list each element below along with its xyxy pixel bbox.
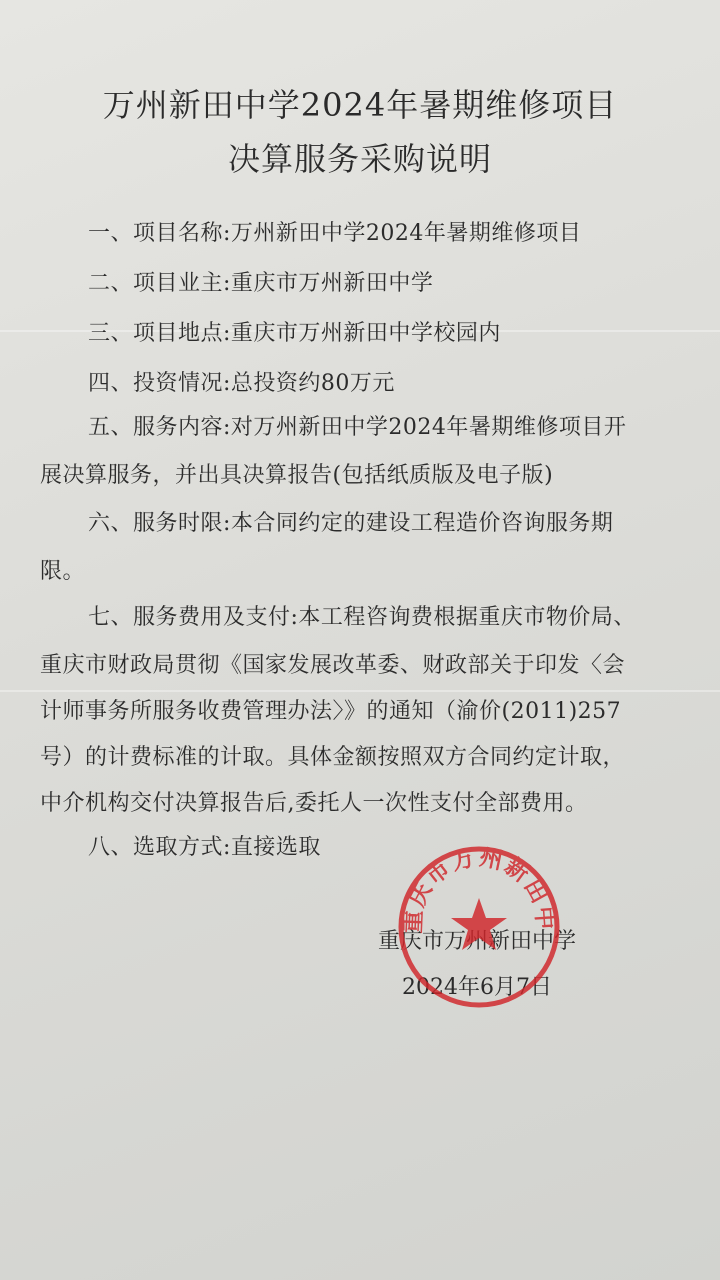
item-fees-cont: 重庆市财政局贯彻《国家发展改革委、财政部关于印发〈会 xyxy=(40,653,626,678)
star-icon xyxy=(451,898,507,950)
document-subtitle: 决算服务采购说明 xyxy=(227,140,492,178)
item-investment: 四、投资情况:总投资约80万元 xyxy=(88,371,395,396)
item-fees-cont: 号）的计费标准的计取。具体金额按照双方合同约定计取， xyxy=(40,745,626,770)
item-fees-cont: 中介机构交付决算报告后,委托人一次性支付全部费用。 xyxy=(40,791,588,816)
item-selection-method: 八、选取方式:直接选取 xyxy=(88,835,321,860)
item-service-period-cont: 限。 xyxy=(40,559,86,584)
item-project-owner: 二、项目业主:重庆市万州新田中学 xyxy=(88,271,434,296)
official-seal xyxy=(394,842,564,1012)
item-project-location: 三、项目地点:重庆市万州新田中学校园内 xyxy=(88,321,501,346)
document-title: 万州新田中学2024年暑期维修项目 xyxy=(102,86,618,124)
paper-crease xyxy=(0,690,720,692)
item-project-name: 一、项目名称:万州新田中学2024年暑期维修项目 xyxy=(88,221,582,246)
signature-organization: 重庆市万州新田中学 xyxy=(378,929,577,954)
item-fees-cont: 计师事务所服务收费管理办法〉》的通知（渝价(2011)257 xyxy=(40,699,622,724)
item-service-content: 五、服务内容:对万州新田中学2024年暑期维修项目开 xyxy=(88,415,627,440)
signature-date: 2024年6月7日 xyxy=(402,975,552,1000)
item-service-content-cont: 展决算服务，并出具决算报告(包括纸质版及电子版) xyxy=(40,463,554,488)
seal-text: 重庆市万州新田中 xyxy=(400,844,558,934)
item-fees: 七、服务费用及支付:本工程咨询费根据重庆市物价局、 xyxy=(88,605,636,630)
item-service-period: 六、服务时限:本合同约定的建设工程造价咨询服务期 xyxy=(88,511,614,536)
